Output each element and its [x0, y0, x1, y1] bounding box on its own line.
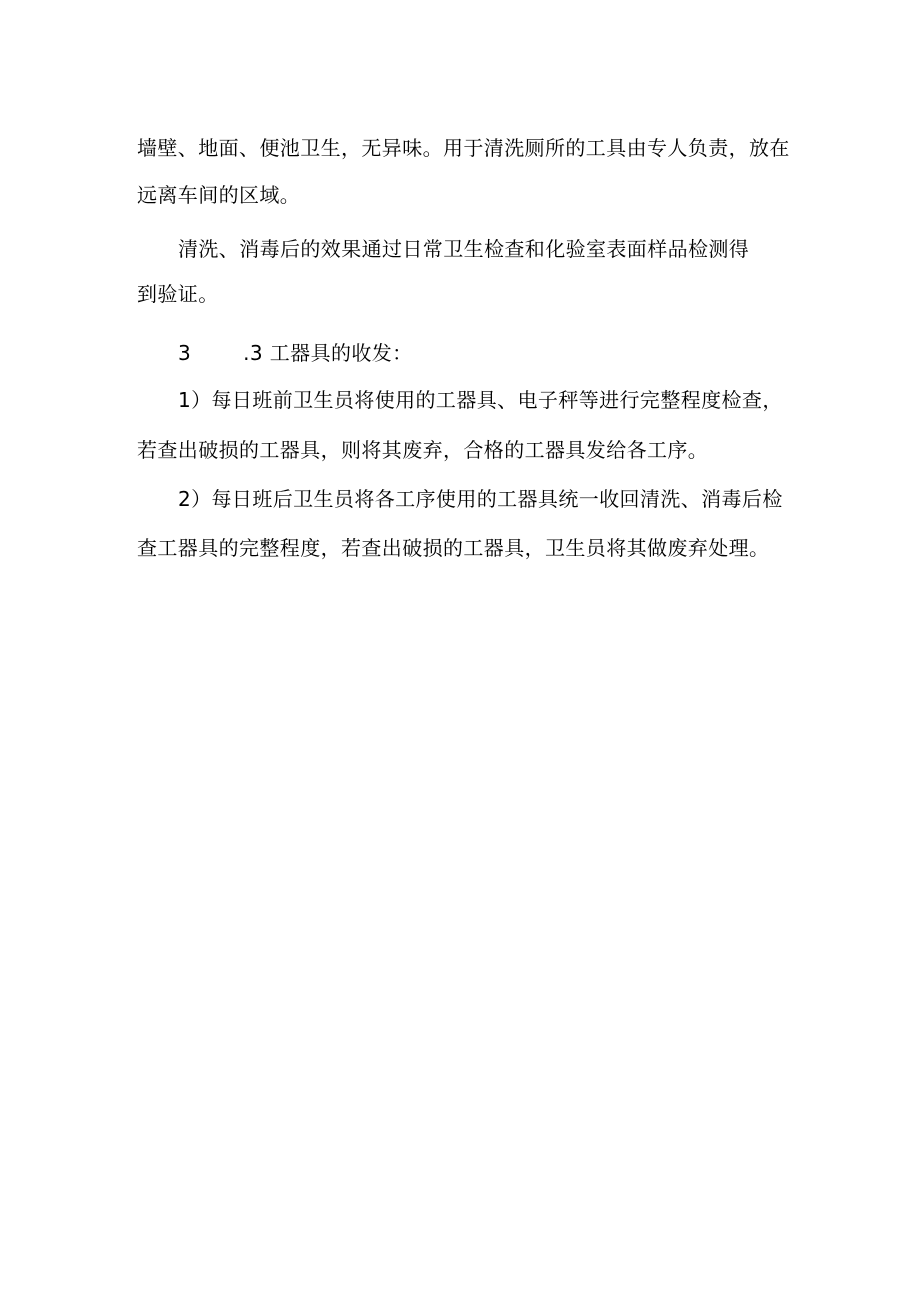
paragraph-1-line-1: 墙壁、地面、便池卫生，无异味。用于清洗厕所的工具由专人负责，放在 — [137, 136, 790, 160]
item-1-line-1: 1）每日班前卫生员将使用的工器具、电子秤等进行完整程度检查， — [178, 388, 783, 412]
item-1-line-2: 若查出破损的工器具，则将其废弃，合格的工器具发给各工序。 — [137, 438, 709, 462]
item-2-line-2: 查工器具的完整程度，若查出破损的工器具，卫生员将其做废弃处理。 — [137, 536, 770, 560]
section-heading — [178, 339, 413, 367]
paragraph-2-line-2: 到验证。 — [137, 282, 219, 306]
section-heading-number: 3 — [178, 341, 192, 365]
paragraph-1-line-2: 远离车间的区域。 — [137, 183, 301, 207]
section-heading-text: .3 工器具的收发： — [243, 341, 413, 365]
paragraph-2-line-1: 清洗、消毒后的效果通过日常卫生检查和化验室表面样品检测得 — [178, 237, 750, 261]
item-2-line-1: 2）每日班后卫生员将各工序使用的工器具统一收回清洗、消毒后检 — [178, 487, 783, 511]
